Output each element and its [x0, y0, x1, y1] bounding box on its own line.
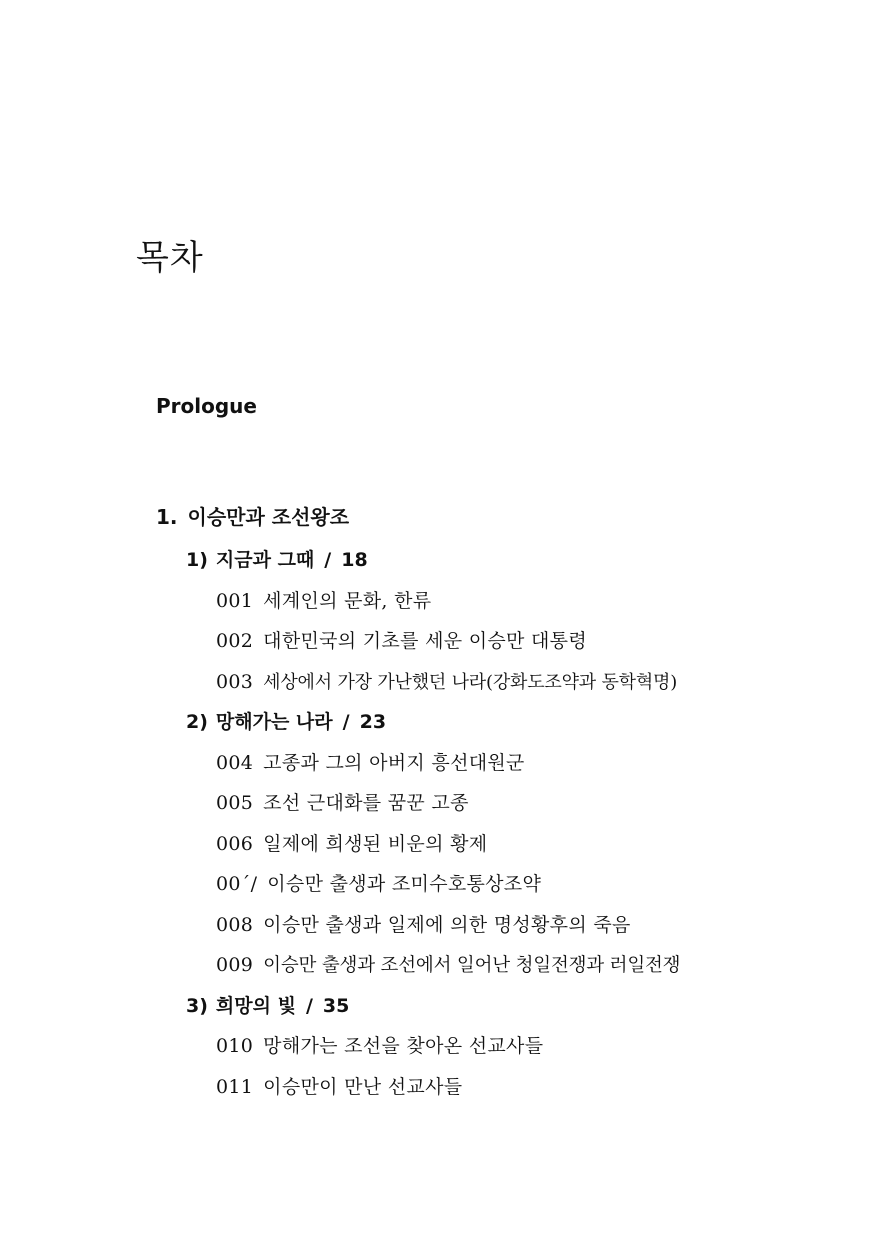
section-number: 2) — [186, 711, 208, 733]
section-2 — [156, 702, 756, 986]
section-1 — [156, 540, 756, 702]
entry-text: 세상에서 가장 가난했던 나라(강화도조약과 동학혁명) — [263, 671, 678, 693]
entry-code: 001 — [216, 589, 254, 612]
entry-code: 005 — [216, 792, 254, 814]
chapter-1 — [156, 500, 756, 1107]
toc-entry — [216, 581, 756, 622]
toc-entry — [216, 783, 756, 824]
toc-entry — [216, 743, 756, 784]
entry-text: 이승만 출생과 조선에서 일어난 청일전쟁과 러일전쟁 — [263, 955, 681, 976]
entry-text: 대한민국의 기초를 세운 이승만 대통령 — [263, 630, 587, 652]
entry-text: 이승만 출생과 조미수호통상조약 — [267, 873, 542, 895]
section-page-number: 23 — [359, 711, 387, 733]
section-page-number: 18 — [341, 549, 368, 571]
entry-text: 망해가는 조선을 찾아온 선교사들 — [263, 1035, 544, 1057]
page-title: 목차 — [136, 238, 204, 278]
entry-code: 011 — [216, 1075, 254, 1098]
section-heading — [186, 986, 756, 1027]
section-number: 3) — [186, 994, 208, 1017]
entry-text: 이승만이 만난 선교사들 — [263, 1075, 463, 1098]
toc-entry — [216, 864, 756, 905]
entry-code: 002 — [216, 630, 254, 652]
section-page-number: 35 — [322, 994, 350, 1017]
chapter-title: 이승만과 조선왕조 — [187, 505, 350, 529]
page-separator: / — [342, 711, 350, 733]
chapter-heading — [156, 500, 756, 540]
entry-code: 008 — [216, 913, 254, 936]
prologue-heading: Prologue — [156, 394, 257, 418]
entry-code: 00´/ — [216, 873, 258, 895]
entry-code: 009 — [216, 954, 254, 976]
toc-entry — [216, 621, 756, 662]
entry-code: 010 — [216, 1035, 254, 1057]
section-number: 1) — [186, 549, 208, 571]
entry-code: 004 — [216, 751, 254, 774]
toc-entry — [216, 1026, 756, 1067]
toc-entry — [216, 905, 756, 946]
toc-entry — [216, 824, 756, 865]
toc-entry — [216, 662, 756, 703]
entry-text: 고종과 그의 아버지 흥선대원군 — [263, 751, 525, 774]
toc-entry — [216, 945, 756, 986]
toc-entry — [216, 1067, 756, 1108]
entry-text: 이승만 출생과 일제에 의한 명성황후의 죽음 — [263, 913, 631, 936]
section-heading — [186, 540, 756, 581]
entry-code: 003 — [216, 670, 254, 693]
section-title: 망해가는 나라 — [215, 711, 333, 733]
entry-text: 세계인의 문화, 한류 — [263, 589, 432, 612]
section-title: 희망의 빛 — [215, 994, 296, 1017]
chapter-number: 1. — [156, 505, 178, 529]
entry-text: 조선 근대화를 꿈꾼 고종 — [263, 792, 469, 814]
page-separator: / — [324, 549, 332, 571]
page-separator: / — [305, 994, 313, 1017]
entry-text: 일제에 희생된 비운의 황제 — [263, 832, 488, 855]
section-title: 지금과 그때 — [215, 549, 315, 571]
section-heading — [186, 702, 756, 743]
entry-code: 006 — [216, 832, 254, 855]
section-3 — [156, 986, 756, 1108]
